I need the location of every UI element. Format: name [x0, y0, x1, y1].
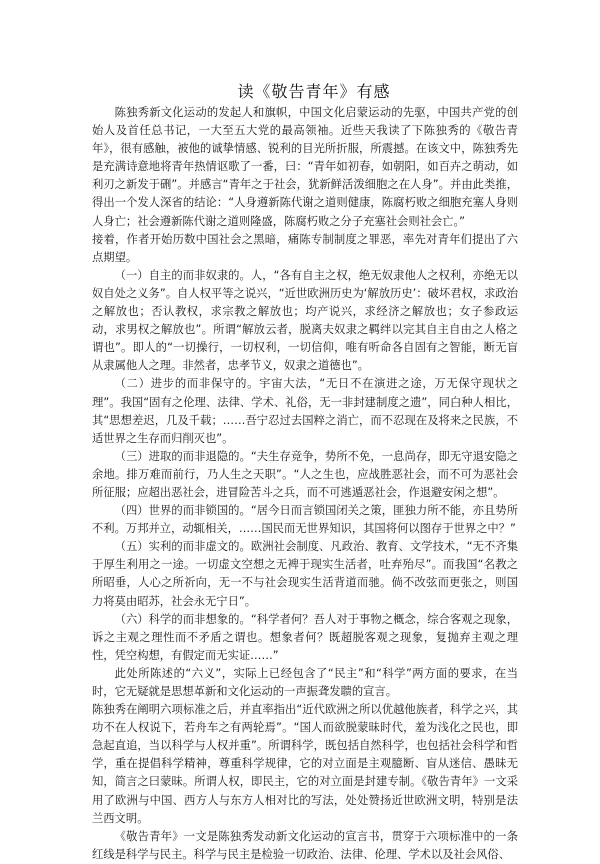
paragraph-point-4: （四）世界的而非锁国的。“居今日而言锁国闭关之策，匪独力所不能，亦且势所不利。万邦并立，动辄相关，……国民而无世界知识，其国将何以图存于世界之中？” [92, 504, 518, 536]
paragraph-intro: 陈独秀新文化运动的发起人和旗帜，中国文化启蒙运动的先驱，中国共产党的创始人及首任总书记，一大至五大党的最高领袖。近些天我读了下陈独秀的《敬告青年》，很有感触，被他的诚挚情感、锐利的目光所折服，所震撼。在该文中，陈独秀先是充满诗意地将青年热情讴歌了一番，曰：“青年如初春，如朝阳，如百卉之萌动，如利刃之新发于硎”。并感言“青年之于社会，犹新鲜活泼细胞之在人身”。并由此类推，得出一个发人深省的结论：“人身遵新陈代谢之道则健康，陈腐朽败之细胞充塞人身则人身亡；社会遵新陈代谢之道则隆盛，陈腐朽败之分子充塞社会则社会亡。” [92, 106, 518, 228]
paragraph-transition: 接着，作者开始历数中国社会之黑暗，痛陈专制制度之罪恶，率先对青年们提出了六点期望。 [92, 232, 518, 264]
paragraph-point-1: （一）自主的而非奴隶的。人，“各有自主之权，绝无奴隶他人之权利，亦绝无以奴自处之义务”。自人权平等之说兴，“近世欧洲历史为‘解放历史’：破坏君权，求政治之解放也；否认教权，求宗教之解放也；均产说兴，求经济之解放也；女子参政运动，求男权之解放也”。所谓“解放云者，脱离夫奴隶之羁绊以完其自主自由之人格之谓也”。即人的“一切操行，一切权利，一切信仰，唯有听命各自固有之智能，断无盲从隶属他人之理。非然者，忠孝节义，奴隶之道德也”。 [92, 268, 518, 373]
paragraph-point-6: （六）科学的而非想象的。“科学者何？吾人对于事物之概念，综合客观之现象，诉之主观之理性而不矛盾之谓也。想象者何？既超脱客观之现象，复抛弃主观之理性，凭空构想，有假定而无实证……” [92, 612, 518, 662]
paragraph-point-5: （五）实利的而非虚文的。欧洲社会制度、凡政治、教育、文学技术，“无不齐集于厚生利用之一途。一切虚文空想之无裨于现实生活者，吐弃殆尽”。而我国“名教之所昭垂，人心之所祈向，无一不与社会现实生活背道而驰。倘不改弦而更张之，则国力将莫由昭苏，社会永无宁日”。 [92, 540, 518, 608]
paragraph-analysis: 陈独秀在阐明六项标准之后，并直率指出“近代欧洲之所以优越他族者，科学之兴，其功不在人权说下，若舟车之有两轮焉”。“国人而欲脱蒙昧时代，羞为浅化之民也，即急起直追，当以科学与人权并重”。所谓科学，既包括自然科学，也包括社会科学和哲学，重在提倡科学精神，尊重科学规律，它的对立面是主观臆断、盲从迷信、愚昧无知，简言之曰蒙昧。所谓人权，即民主，它的对立面是封建专制。《敬告青年》一文采用了欧洲与中国、西方人与东方人相对比的写法，处处赞扬近世欧洲文明，特别是法兰西文明。 [92, 703, 518, 825]
paragraph-conclusion: 《敬告青年》一文是陈独秀发动新文化运动的宣言书，贯穿于六项标准中的一条红线是科学与民主。科学与民主是检验一切政治、法律、伦理、学术以及社会风俗、 [92, 829, 518, 861]
paragraph-summary: 此处所陈述的“六义”，实际上已经包含了“民主”和“科学”两方面的要求，在当时，它无疑就是思想革新和文化运动的一声振聋发聩的宣言。 [92, 666, 518, 698]
paragraph-point-3: （三）进取的而非退隐的。“夫生存竞争，势所不免，一息尚存，即无守退安隐之余地。排万难而前行，乃人生之天职”。“人之生也，应战胜恶社会，而不可为恶社会所征服；应超出恶社会，进冒险苦斗之兵，而不可逃遁恶社会，作退避安闲之想”。 [92, 449, 518, 499]
article-body [92, 104, 518, 864]
paragraph-point-2: （二）进步的而非保守的。宇宙大法，“无日不在演进之途，万无保守现状之理”。我国“固有之伦理、法律、学术、礼俗，无一非封建制度之遗”，同白种人相比，其“思想差迟，几及千载；……吾宁忍过去国粹之消亡，而不忍现在及将来之民族，不适世界之生存而归削灭也”。 [92, 377, 518, 445]
page-title: 读《敬告青年》有感 [237, 82, 391, 101]
